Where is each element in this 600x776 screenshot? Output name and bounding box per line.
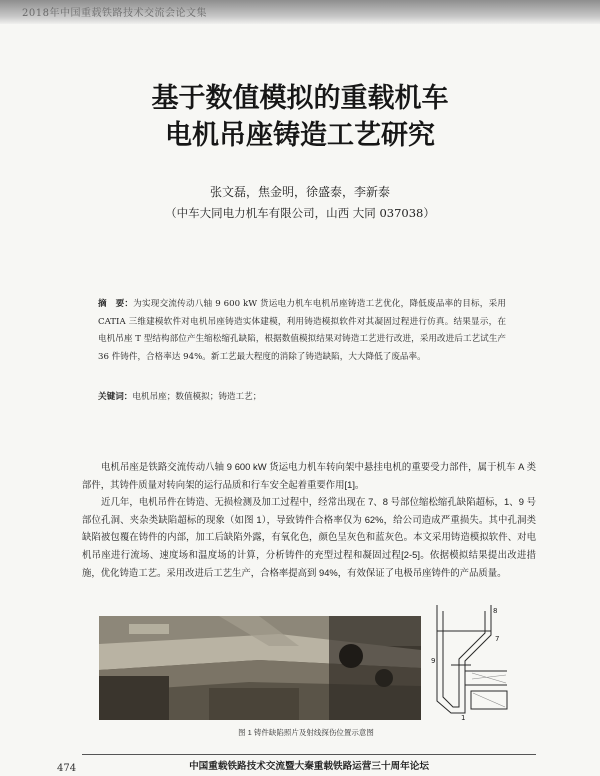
footer-title: 中国重载铁路技术交流暨大秦重载铁路运营三十周年论坛 — [189, 761, 429, 772]
defect-photo — [99, 616, 421, 720]
diagram-label-8: 8 — [493, 607, 498, 615]
affiliation: （中车大同电力机车有限公司，山西 大同 037038） — [165, 206, 435, 220]
keywords-label: 关键词： — [98, 392, 133, 402]
diagram-label-1: 1 — [461, 714, 466, 721]
defect-photo-art — [99, 616, 421, 720]
paper-title — [0, 80, 600, 154]
body-paragraph-2: 近几年，电机吊件在铸造、无损检测及加工过程中，经常出现在 7、8 号部位缩松缩孔缺陷超标，1、9 号部位孔洞、夹杂类缺陷超标的现象（如图 1），导致铸件合格率仅为 62%，给公司造成严重损失。其中孔洞类缺陷被包覆在铸件的内部，加工后缺陷外露，有氧化色，颜色呈灰色和蓝灰色。本文采用铸造模拟软件、对电机吊座进行流场、速度场和温度场的计算，分析铸件的充型过程和凝固过程[2-5]。依据模拟结果提出改进措施，优化铸造工艺。采用改进后工艺生产，合格率提高到 94%，有效保证了电极吊座铸件的产品质量。 — [82, 496, 536, 578]
title-line-2: 电机吊座铸造工艺研究 — [165, 120, 435, 151]
body-paragraph-1: 电机吊座是铁路交流传动八轴 9 600 kW 货运电力机车转向架中悬挂电机的重要受力部件，属于机车 A 类部件，其铸件质量对转向架的运行品质和行车安全起着重要作用[1]。 — [82, 461, 536, 490]
abstract-text: 为实现交流传动八轴 9 600 kW 货运电力机车电机吊座铸造工艺优化，降低废品率的目标，采用 CATIA 三维建模软件对电机吊座铸造实体建模，利用铸造模拟软件对其凝固过程进行仿真。结果显示，在电机吊座 T 型结构部位产生缩松缩孔缺陷，根据数值模拟结果对铸造工艺进行改进，采用改进后工艺试生产 36 件铸件，合格率达 94%。新工艺最大程度的消除了铸造缺陷，大大降低了废品率。 — [98, 299, 506, 362]
title-line-1: 基于数值模拟的重载机车 — [151, 83, 449, 114]
xray-position-diagram — [431, 601, 513, 721]
diagram-label-9: 9 — [431, 657, 436, 665]
keywords — [98, 390, 506, 402]
figure-caption: 图 1 铸件缺陷照片及射线探伤位置示意图 — [238, 728, 374, 737]
authors: 张文磊，焦金明，徐盛泰，李新泰 — [209, 185, 390, 199]
abstract — [98, 296, 506, 366]
running-header: 2018年中国重载铁路技术交流会论文集 — [22, 8, 207, 19]
page-number: 474 — [57, 763, 77, 774]
footer-rule — [82, 754, 536, 755]
diagram-label-7: 7 — [495, 635, 500, 643]
abstract-label: 摘 要： — [98, 299, 134, 309]
keywords-text: 电机吊座；数值模拟；铸造工艺； — [132, 392, 262, 402]
casting-drawing — [431, 601, 513, 721]
